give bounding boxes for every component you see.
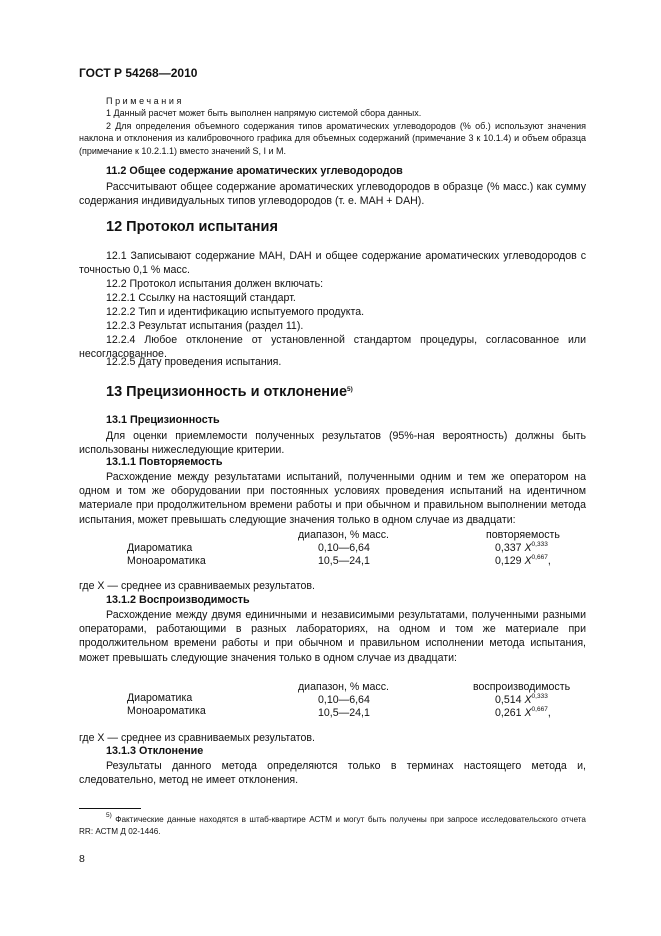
table1-row1-name: Диароматика — [127, 542, 193, 554]
table1-row2-name: Моноароматика — [127, 555, 206, 567]
para-12-2-2: 12.2.2 Тип и идентификацию испытуемого продукта. — [106, 306, 365, 318]
section-13-1-title: 13.1 Прецизионность — [106, 414, 220, 426]
section-13-1-3-title: 13.1.3 Отклонение — [106, 745, 204, 757]
where-2: где X — среднее из сравниваемых результатов. — [79, 732, 315, 744]
table1-row2-coef: 0,129 — [495, 555, 522, 567]
section-13-1-2-text: Расхождение между двумя единичными и независимыми результатами, полученными разными операторами, работающими в разных лабораториях, на одном и том же материале при продолжительном времени работы и при обычном и правильном исполнении метода испытания, может превышать следующие значения только в одном случае из двадцати: — [79, 609, 586, 664]
table2-row1-exp: 0,333 — [531, 693, 548, 700]
section-13-1-1-title: 13.1.1 Повторяемость — [106, 456, 223, 468]
table2-row1-range: 0,10—6,64 — [318, 694, 370, 706]
table1-row2-exp: 0,667 — [531, 554, 548, 561]
section-13-title — [106, 384, 353, 400]
table2-row1-name: Диароматика — [127, 692, 193, 704]
note-1: 1 Данный расчет может быть выполнен напрямую системой сбора данных. — [106, 108, 422, 118]
table1-row2-var: X — [524, 555, 532, 567]
where-1: где X — среднее из сравниваемых результатов. — [79, 580, 315, 592]
table1-row1-exp: 0,333 — [531, 541, 548, 548]
table2-row2-range: 10,5—24,1 — [318, 707, 370, 719]
table1-header-range: диапазон, % масс. — [298, 529, 389, 541]
section-13-title-text: 13 Прецизионность и отклонение — [106, 384, 348, 400]
table1-row1-var: X — [524, 542, 532, 554]
table1-row2-range: 10,5—24,1 — [318, 555, 370, 567]
table2-row2-exp: 0,667 — [531, 706, 548, 713]
para-12-1: 12.1 Записывают содержание МАН, DAH и общее содержание ароматических углеводородов с точностью 0,1 % масс. — [79, 250, 586, 277]
para-12-2-3: 12.2.3 Результат испытания (раздел 11). — [106, 320, 304, 332]
table2-row2-name: Моноароматика — [127, 705, 206, 717]
table2-row1-coef: 0,514 — [495, 694, 522, 706]
table1-row2-tail: , — [547, 555, 551, 567]
table2-row2-var: X — [524, 707, 532, 719]
para-12-2-5: 12.2.5 Дату проведения испытания. — [106, 356, 282, 368]
page-number: 8 — [79, 853, 85, 865]
table1-row1-range: 0,10—6,64 — [318, 542, 370, 554]
table1-header-value: повторяемость — [486, 529, 560, 541]
footnote-text: Фактические данные находятся в штаб-квартире АСТМ и могут быть получены при запросе исследовательского отчета RR: АСТМ Д 02-1446. — [79, 815, 586, 836]
table1-row2-value — [495, 555, 551, 568]
footnote-ref: 5) — [347, 386, 353, 393]
standard-header: ГОСТ Р 54268—2010 — [79, 66, 198, 80]
section-11-2-text: Рассчитывают общее содержание ароматических углеводородов в образце (% масс.) как сумму содержания индивидуальных типов углеводородов (т. е. МАН + DAH). — [79, 181, 586, 208]
section-13-1-2-title: 13.1.2 Воспроизводимость — [106, 594, 250, 606]
table2-header-value: воспроизводимость — [473, 681, 571, 693]
section-13-1-text: Для оценки приемлемости полученных результатов (95%-ная вероятность) должны быть использованы нижеследующие критерии. — [79, 430, 586, 457]
section-12-title: 12 Протокол испытания — [106, 219, 278, 235]
notes-title: Примечания — [106, 96, 184, 106]
section-13-1-3-text: Результаты данного метода определяются только в терминах настоящего метода и, следовательно, метод не имеет отклонения. — [79, 760, 586, 787]
footnote-separator — [79, 808, 141, 809]
table2-header-range: диапазон, % масс. — [298, 681, 389, 693]
table2-row2-value — [495, 707, 551, 720]
section-11-2-title: 11.2 Общее содержание ароматических углеводородов — [106, 165, 403, 177]
table2-row2-coef: 0,261 — [495, 707, 522, 719]
footnote — [79, 814, 586, 838]
para-12-2-4: 12.2.4 Любое отклонение от установленной стандартом процедуры, согласованное или несогласованное. — [79, 334, 586, 361]
footnote-mark: 5) — [106, 812, 112, 819]
para-12-2: 12.2 Протокол испытания должен включать: — [106, 278, 324, 290]
table1-row1-coef: 0,337 — [495, 542, 522, 554]
section-13-1-1-text: Расхождение между результатами испытаний, полученными одним и тем же оператором на одном и том же оборудовании при постоянных условиях проведения испытаний на идентичном материале при продолжительном времени работы и при обычном и правильном выполнении метода испытания, может превышать следующие значения только в одном случае из двадцати: — [79, 471, 586, 526]
table2-row1-var: X — [524, 694, 532, 706]
table2-row2-tail: , — [547, 707, 551, 719]
note-2: 2 Для определения объемного содержания типов ароматических углеводородов (% об.) используют значения наклона и отклонения из калибровочного графика для объемных содержаний (примечание 3 к 10.1.4) и объем образца (примечание к 10.2.1.1) вместо значений S, I и M. — [79, 121, 586, 156]
para-12-2-1: 12.2.1 Ссылку на настоящий стандарт. — [106, 292, 296, 304]
